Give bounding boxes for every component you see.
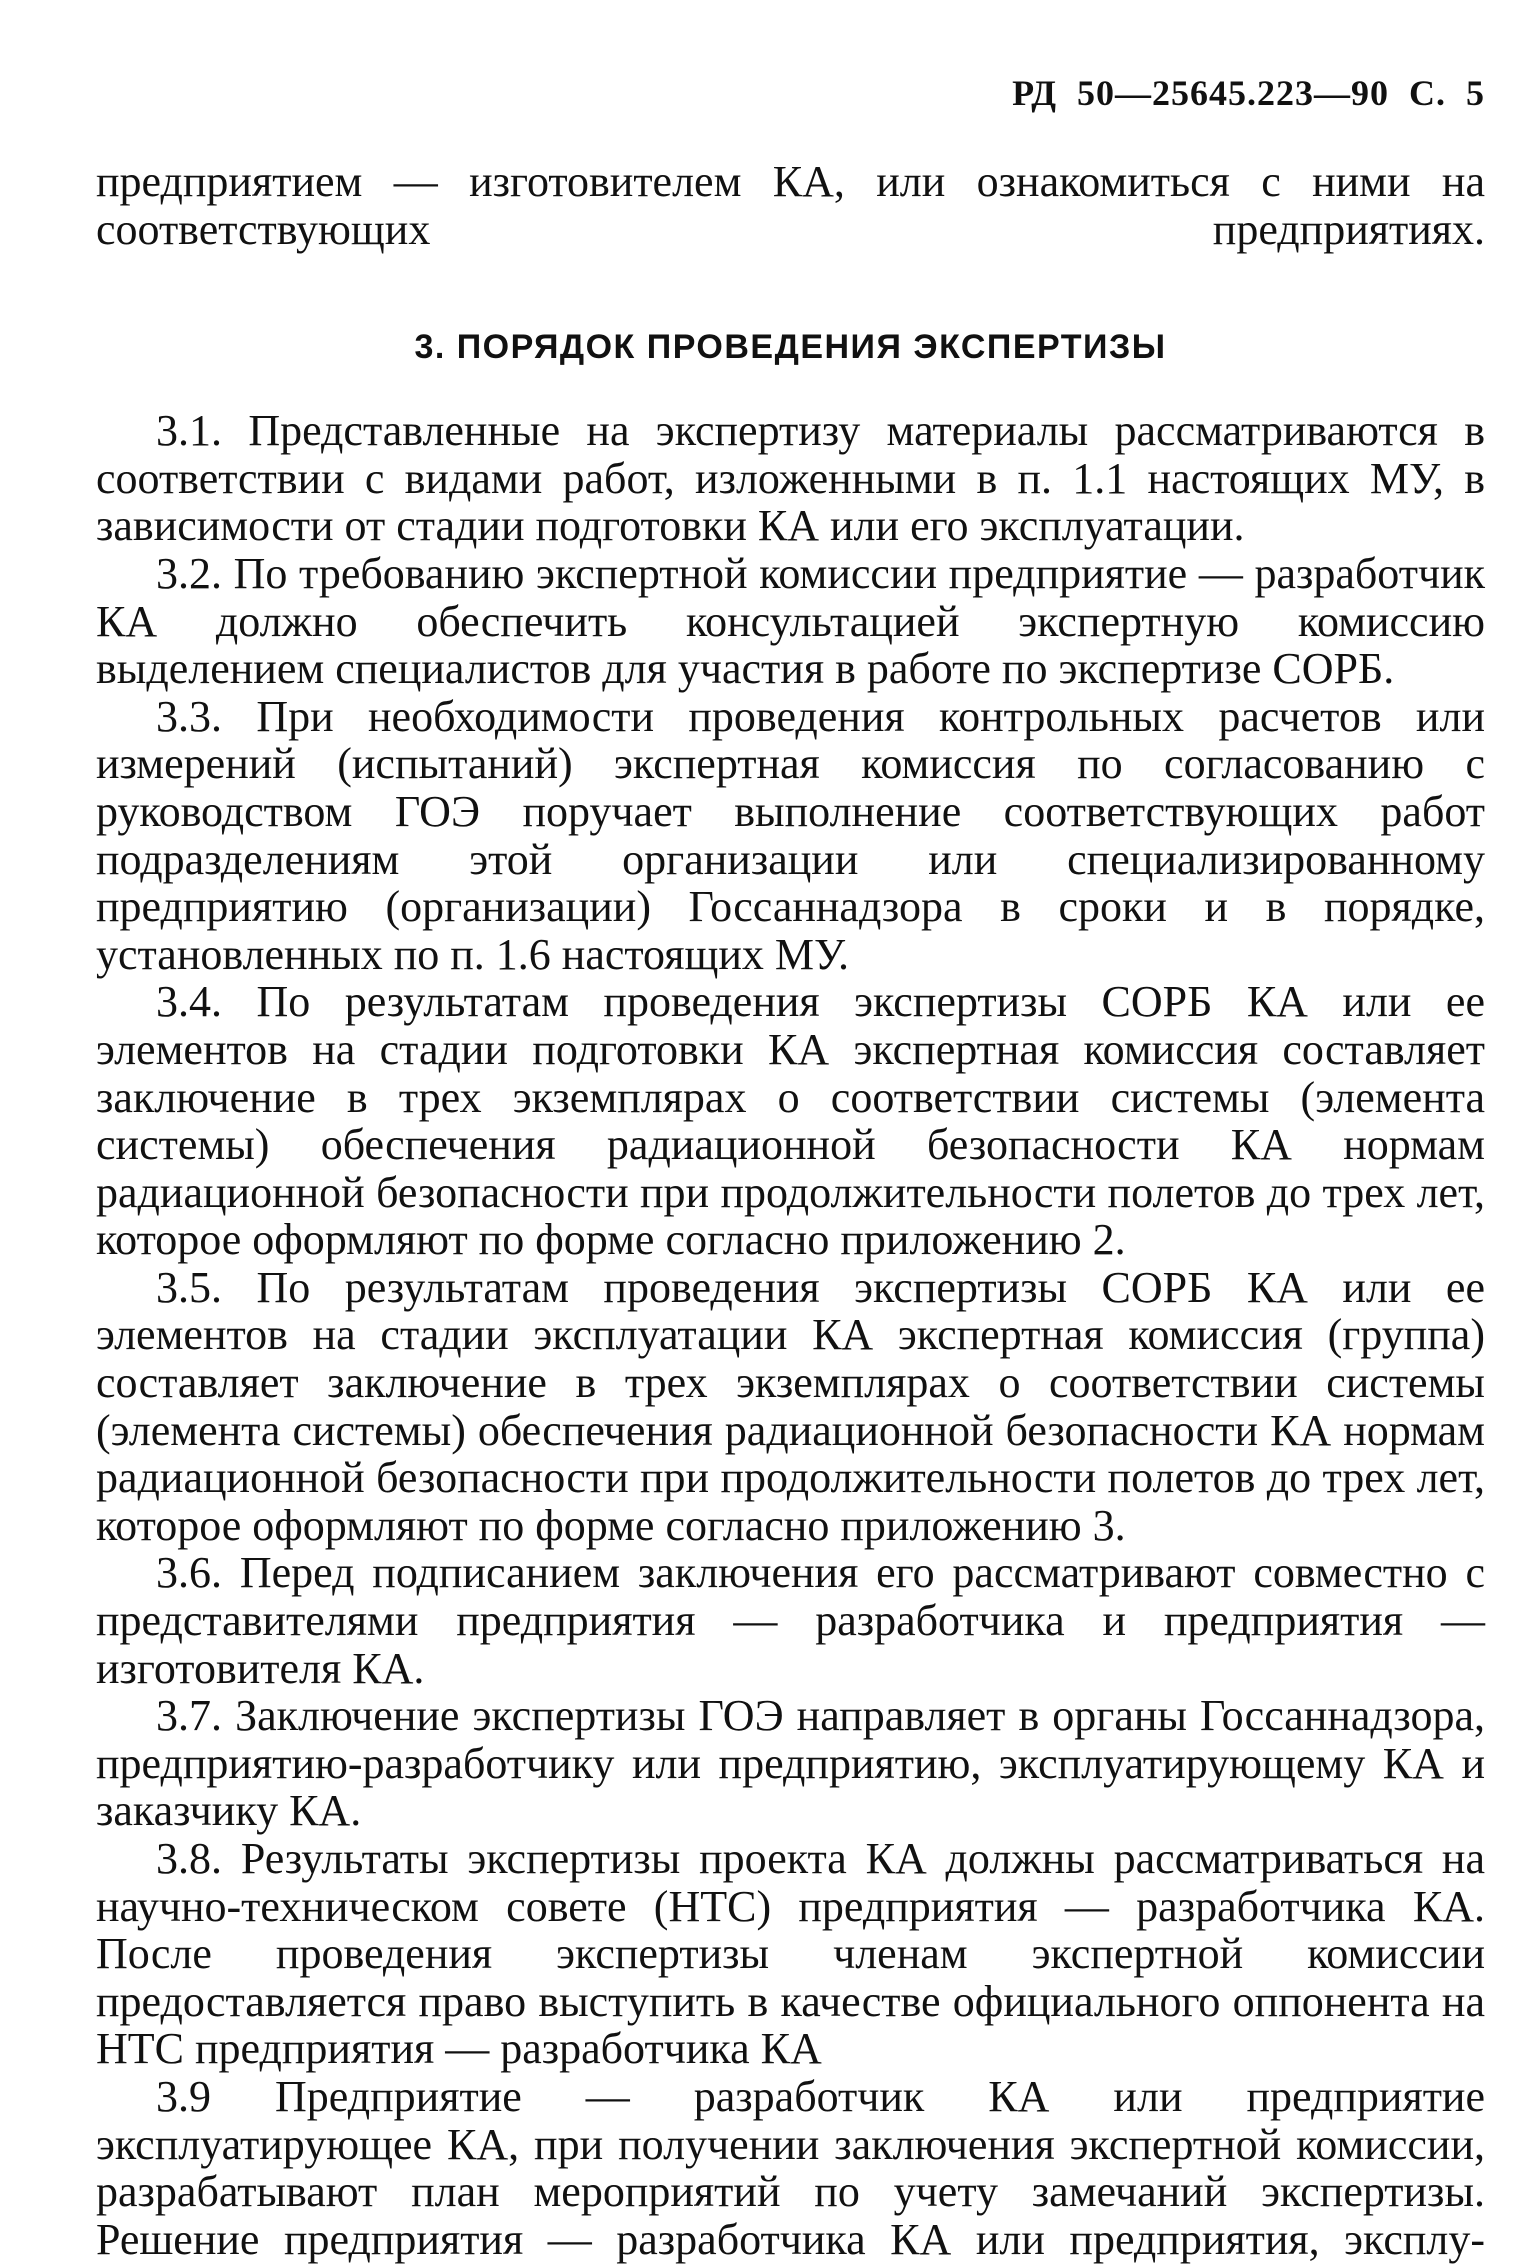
page-number: С. 5 bbox=[1409, 73, 1485, 113]
clause-3-4 bbox=[96, 978, 1485, 1264]
body-text bbox=[96, 158, 1485, 2263]
clause-text: По результатам проведения экспертизы СОРБ КА или ее элементов на стадии подготовки КА экспертная комиссия составляет заключение в трех экземплярах о соответствии системы (элемента системы) обеспечения радиационной безопасности КА нормам радиационной безопасности при продолжительности полетов до трех лет, которое оформляют по форме согласно приложению 2. bbox=[96, 977, 1485, 1265]
intro-paragraph: предприятием — изготовителем КА, или ознакомиться с ними на соответствующих предприятиях. bbox=[96, 157, 1485, 254]
clause-number: 3.3. bbox=[156, 691, 222, 741]
clause-text: Представленные на экспертизу материалы рассматриваются в соответствии с видами работ, изложенными в п. 1.1 настоящих МУ, в зависимости от стадии подготовки КА или его эксплуатации. bbox=[96, 406, 1485, 551]
section-title: 3. ПОРЯДОК ПРОВЕДЕНИЯ ЭКСПЕРТИЗЫ bbox=[414, 328, 1167, 367]
clause-number: 3.4. bbox=[156, 977, 222, 1027]
clause-3-6 bbox=[96, 1549, 1485, 1692]
document-code: РД 50—25645.223—90 bbox=[1012, 73, 1389, 113]
clause-text: Перед подписанием заключения его рассматривают совместно с представителями предприятия — разработчика и предприятия — изготовителя КА. bbox=[96, 1548, 1485, 1693]
clause-text: Заключение экспертизы ГОЭ направляет в органы Госсаннадзора, предприятию-разработчику или предприятию, эксплуатирующему КА и заказчику КА. bbox=[96, 1691, 1485, 1836]
clause-text: Результаты экспертизы проекта КА должны рассматриваться на научно-техническом совете (НТС) предприятия — разработчика КА. После проведения экспертизы членам экспертной комиссии предоставляется право выступить в качестве официального оппонента на НТС предприятия — разработчика КА bbox=[96, 1834, 1485, 2074]
clause-3-7 bbox=[96, 1692, 1485, 1835]
clause-3-1 bbox=[96, 407, 1485, 550]
clause-number: 3.8. bbox=[156, 1834, 222, 1883]
clause-number: 3.7. bbox=[156, 1691, 222, 1741]
clause-3-9 bbox=[96, 2073, 1485, 2263]
clause-3-8 bbox=[96, 1835, 1485, 2073]
clause-number: 3.6. bbox=[156, 1548, 222, 1598]
clause-text: По требованию экспертной комиссии предприятие — разработчик КА должно обеспечить консультацией экспертную комиссию выделением специалистов для участия в работе по экспертизе СОРБ. bbox=[96, 548, 1485, 694]
clause-text: При необходимости проведения контрольных расчетов или измерений (испытаний) экспертная комиссия по согласованию с руководством ГОЭ поручает выполнение соответствующих работ подразделениям этой организации или специализированному предприятию (организации) Госсаннадзора в сроки и в порядке, установленных по п. 1.6 настоящих МУ. bbox=[96, 691, 1485, 979]
clause-3-5 bbox=[96, 1264, 1485, 1550]
clause-number: 3.1. bbox=[156, 406, 222, 456]
clause-number: 3.5. bbox=[156, 1262, 222, 1312]
clause-number: 3.9 bbox=[156, 2071, 211, 2121]
clause-3-3 bbox=[96, 693, 1485, 979]
clause-3-2 bbox=[96, 550, 1485, 693]
clause-text: По результатам проведения экспертизы СОРБ КА или ее элементов на стадии эксплуатации КА экспертная комиссия (группа) составляет заключение в трех экземплярах о соответствии системы (элемента системы) обеспечения радиационной безопасности КА нормам радиационной безопасности при продолжительности полетов до трех лет, которое оформляют по форме согласно приложению 3. bbox=[96, 1262, 1485, 1550]
page-header bbox=[1012, 72, 1485, 114]
clause-number: 3.2. bbox=[156, 548, 222, 598]
clause-text: Предприятие — разработчик КА или предприятие эксплуатирующее КА, при получении заключения экспертной комиссии, разрабатывают план мероприятий по учету замечаний экспертизы. Решение предприятия — разработчика КА или предприятия, эксплу- bbox=[96, 2071, 1486, 2264]
